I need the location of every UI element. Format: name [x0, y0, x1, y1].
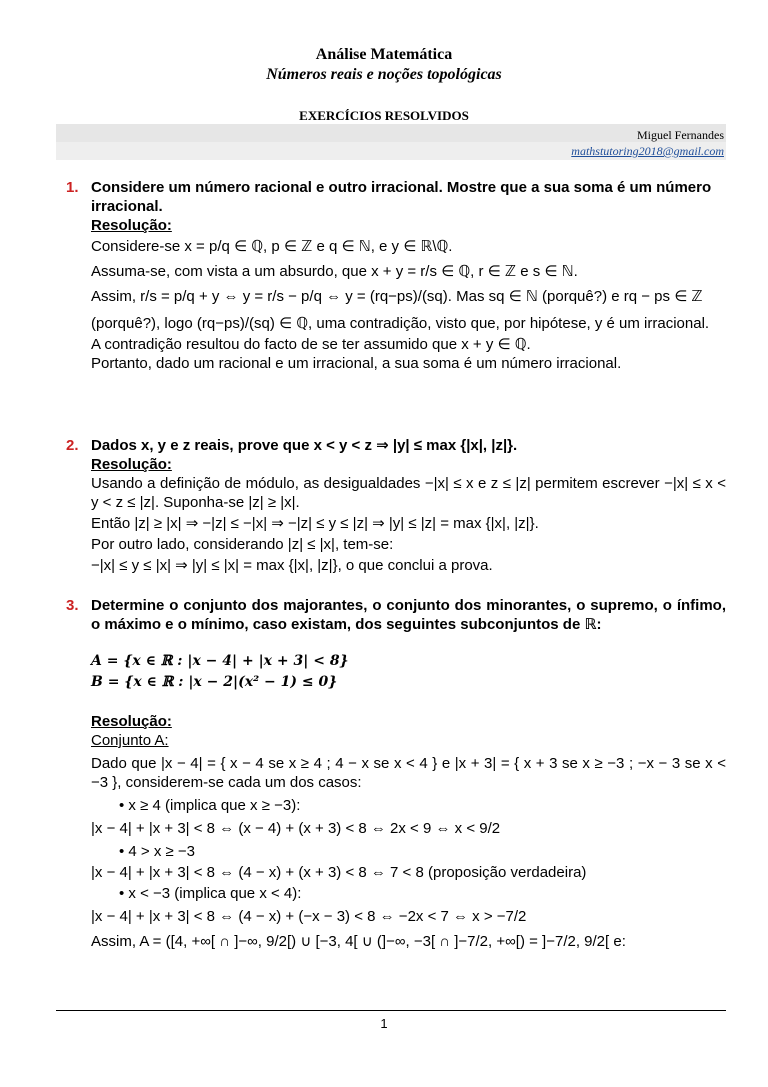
set-a-definition: A = {x ∈ ℝ : |x − 4| + |x + 3| < 8}	[91, 653, 349, 669]
author-email[interactable]: mathstutoring2018@gmail.com	[571, 144, 724, 158]
text-line: Então |z| ≥ |x| ⇒ −|z| ≤ −|x| ⇒ −|z| ≤ y ≤ |z| ⇒ |y| ≤ |z| = max {|x|, |z|}.	[91, 515, 539, 532]
text-line: Dado que |x − 4| = { x − 4 se x ≥ 4 ; 4 − x se x < 4 } e |x + 3| = { x + 3 se x ≥ −3 ; −x − 3 se x < −3 }, considerem-se cada um dos casos:	[91, 755, 726, 791]
text-line: Assim, r/s = p/q + y ⇔ y = r/s − p/q ⇔ y = (rq−ps)/(sq). Mas sq ∈ ℕ (porquê?) e rq − ps ∈ ℤ	[91, 288, 703, 305]
exercise-number: 1.	[66, 179, 79, 196]
set-b-definition: B = {x ∈ ℝ : |x − 2|(x² − 1) ≤ 0}	[91, 674, 338, 690]
resolution-label: Resolução:	[91, 217, 172, 234]
case-text: x < −3 (implica que x < 4):	[128, 885, 302, 902]
case-text: 4 > x ≥ −3	[128, 843, 196, 860]
text-line: Considere-se x = p/q ∈ ℚ, p ∈ ℤ e q ∈ ℕ, e y ∈ ℝ\ℚ.	[91, 238, 453, 255]
exercise-question: Dados x, y e z reais, prove que x < y < z ⇒ |y| ≤ max {|x|, |z|}.	[91, 437, 518, 454]
exercise-number: 2.	[66, 437, 79, 454]
text-line: −|x| ≤ y ≤ |x| ⇒ |y| ≤ |x| = max {|x|, |z|}, o que conclui a prova.	[91, 557, 493, 574]
case-equation: |x − 4| + |x + 3| < 8 ⇔ (x − 4) + (x + 3) < 8 ⇔ 2x < 9 ⇔ x < 9/2	[91, 820, 501, 837]
text-line: Por outro lado, considerando |z| ≤ |x|, tem-se:	[91, 536, 394, 553]
exercise-question: Considere um número racional e outro irracional. Mostre que a sua soma é um número irracional.	[91, 179, 712, 215]
author-name: Miguel Fernandes	[637, 128, 724, 142]
case-equation: |x − 4| + |x + 3| < 8 ⇔ (4 − x) + (−x − 3) < 8 ⇔ −2x < 7 ⇔ x > −7/2	[91, 908, 527, 925]
case-item: • x ≥ 4 (implica que x ≥ −3):	[119, 797, 301, 814]
case-item: • x < −3 (implica que x < 4):	[119, 885, 302, 902]
text-line: Portanto, dado um racional e um irracional, a sua soma é um número irracional.	[91, 355, 622, 372]
exercise-question: Determine o conjunto dos majorantes, o conjunto dos minorantes, o supremo, o ínfimo, o máximo e o mínimo, caso existam, dos seguintes subconjuntos de ℝ:	[91, 597, 726, 633]
text-line: (porquê?), logo (rq−ps)/(sq) ∈ ℚ, uma contradição, visto que, por hipótese, y é um irracional.	[91, 315, 710, 332]
case-text: x ≥ 4 (implica que x ≥ −3):	[128, 797, 301, 814]
subsection-label: Conjunto A:	[91, 732, 169, 749]
text-line: Usando a definição de módulo, as desigualdades −|x| ≤ x e z ≤ |z| permitem escrever −|x| ≤ x < y < z ≤ |z|. Suponha-se |z| ≥ |x|.	[91, 475, 726, 511]
footer-rule	[56, 1010, 726, 1011]
case-item: • 4 > x ≥ −3	[119, 843, 196, 860]
text-line: Assim, A = ([4, +∞[ ∩ ]−∞, 9/2[) ∪ [−3, 4[ ∪ (]−∞, −3[ ∩ ]−7/2, +∞[) = ]−7/2, 9/2[ e:	[91, 933, 626, 950]
resolution-label: Resolução:	[91, 713, 172, 730]
page-number: 1	[380, 1016, 388, 1031]
author-block	[56, 126, 726, 162]
text-line: Assuma-se, com vista a um absurdo, que x + y = r/s ∈ ℚ, r ∈ ℤ e s ∈ ℕ.	[91, 263, 578, 280]
exercise-number: 3.	[66, 597, 79, 614]
exercise-1	[66, 178, 726, 373]
exercise-2	[66, 436, 726, 575]
exercise-3	[66, 596, 726, 951]
text-line: A contradição resultou do facto de se ter assumido que x + y ∈ ℚ.	[91, 336, 531, 353]
section-title: EXERCÍCIOS RESOLVIDOS	[299, 108, 469, 123]
case-equation: |x − 4| + |x + 3| < 8 ⇔ (4 − x) + (x + 3) < 8 ⇔ 7 < 8 (proposição verdadeira)	[91, 864, 587, 881]
topic-title: Números reais e noções topológicas	[266, 66, 502, 83]
course-title: Análise Matemática	[315, 46, 453, 63]
resolution-label: Resolução:	[91, 456, 172, 473]
